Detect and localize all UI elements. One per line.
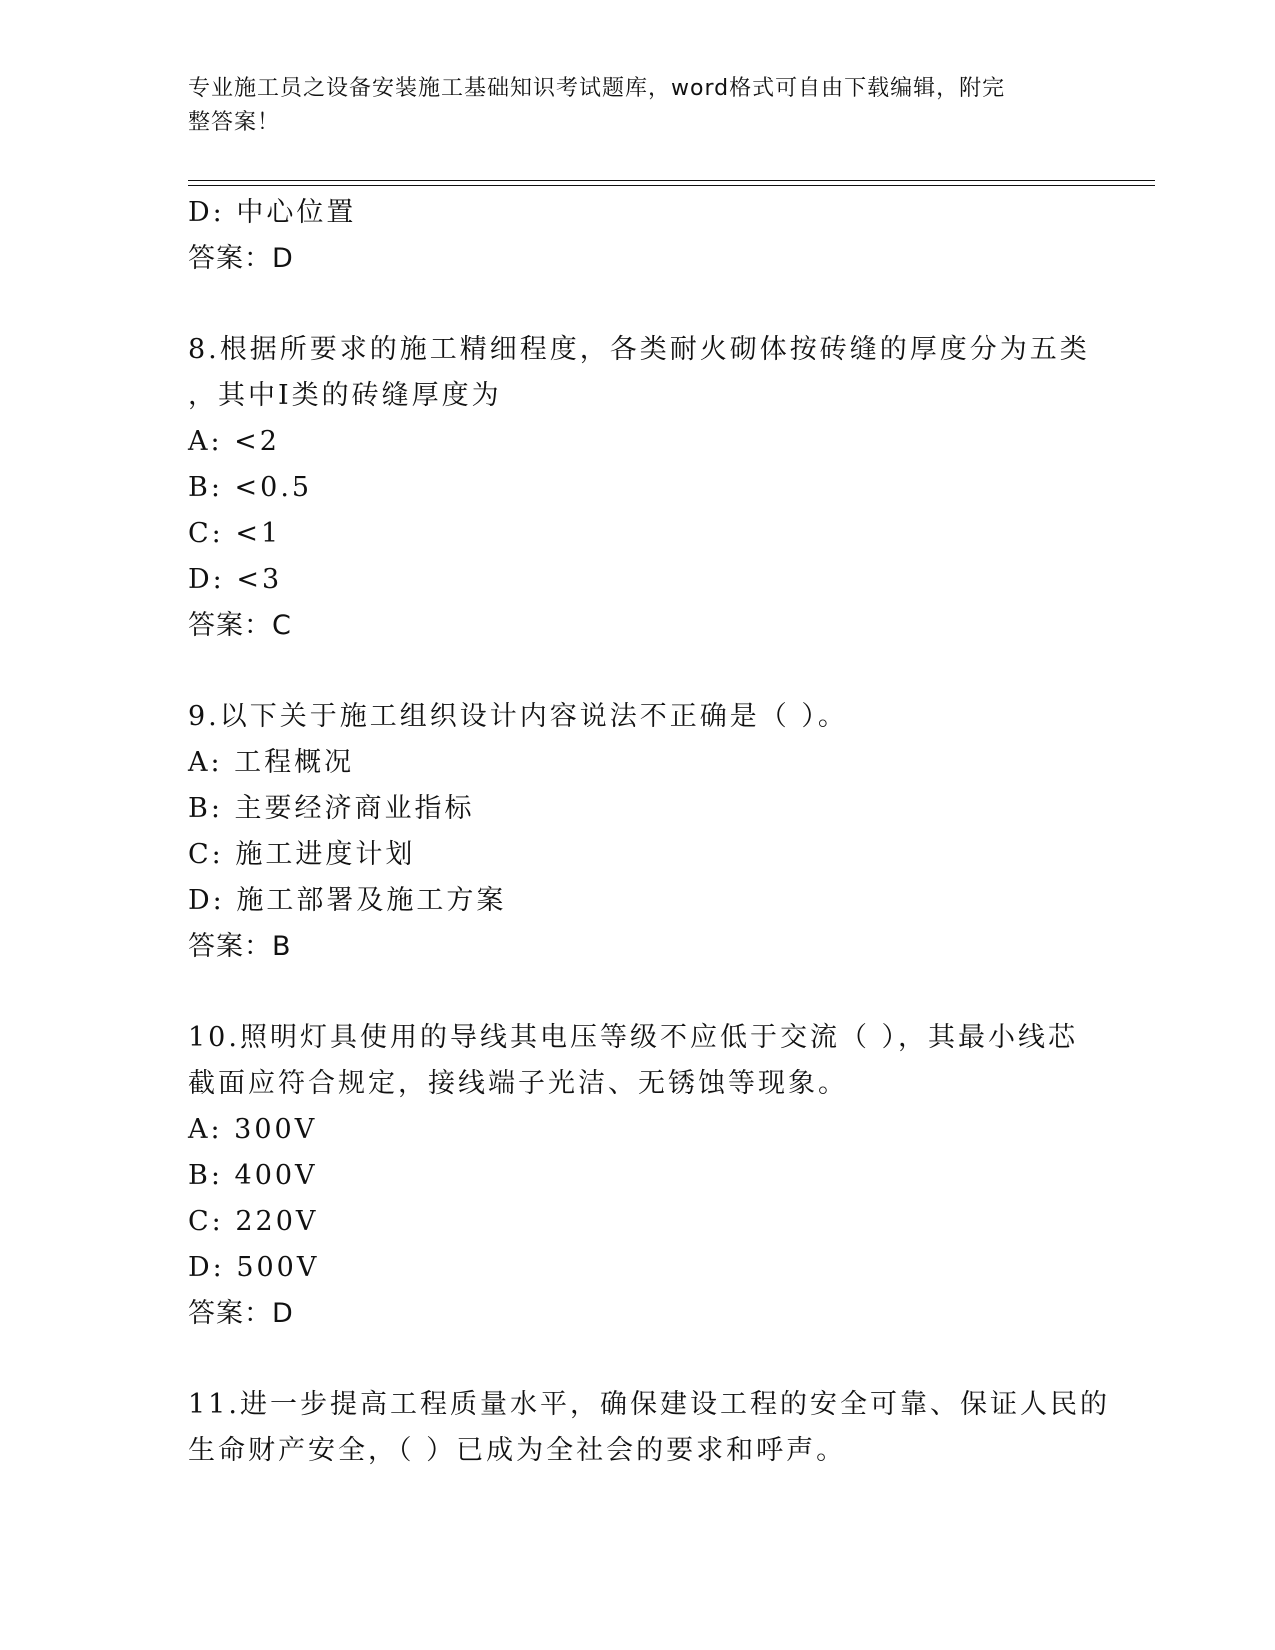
option-c: C: 220V (188, 1206, 319, 1237)
spacer (188, 649, 1088, 694)
question-list (188, 190, 1110, 1474)
header-rule-bottom (188, 185, 1155, 186)
option-c: C: 施工进度计划 (188, 839, 416, 870)
option-b: B: 主要经济商业指标 (188, 793, 475, 824)
answer: 答案：D (188, 243, 294, 274)
question-stem-line-2: 截面应符合规定，接线端子光洁、无锈蚀等现象。 (188, 1068, 848, 1099)
question-stem-line-1: 11.进一步提高工程质量水平，确保建设工程的安全可靠、保证人民的 (188, 1389, 1110, 1420)
question-stem-line-1: 8.根据所要求的施工精细程度，各类耐火砌体按砖缝的厚度分为五类 (188, 334, 1090, 365)
header-line-2: 整答案！ (188, 110, 281, 135)
spacer (188, 1337, 1088, 1382)
option-d: D: 500V (188, 1252, 320, 1283)
option-a: A: <2 (188, 426, 280, 457)
header-line-1: 专业施工员之设备安装施工基础知识考试题库，word格式可自由下载编辑，附完 (188, 76, 1006, 101)
question-stem-line-2: 生命财产安全，（ ）已成为全社会的要求和呼声。 (188, 1435, 847, 1466)
question-stem-line-2: ，其中Ⅰ类的砖缝厚度为 (188, 380, 502, 411)
question-9 (188, 694, 1088, 970)
option-d: D: 中心位置 (188, 197, 357, 228)
document-header (188, 72, 1068, 140)
previous-question-tail (188, 190, 1088, 282)
option-b: B: 400V (188, 1160, 318, 1191)
question-11 (188, 1382, 1110, 1474)
answer: 答案：B (188, 931, 292, 962)
header-rule-top (188, 180, 1155, 181)
question-10 (188, 1015, 1088, 1337)
answer: 答案：C (188, 610, 292, 641)
option-a: A: 工程概况 (188, 747, 355, 778)
question-stem-line-1: 9.以下关于施工组织设计内容说法不正确是（ ）。 (188, 701, 848, 732)
option-a: A: 300V (188, 1114, 318, 1145)
question-8 (188, 327, 1088, 649)
option-d: D: 施工部署及施工方案 (188, 885, 507, 916)
option-b: B: <0.5 (188, 472, 313, 503)
spacer (188, 970, 1088, 1015)
question-stem-line-1: 10.照明灯具使用的导线其电压等级不应低于交流（ ），其最小线芯 (188, 1022, 1079, 1053)
answer: 答案：D (188, 1298, 294, 1329)
option-d: D: <3 (188, 564, 283, 595)
spacer (188, 282, 1088, 327)
option-c: C: <1 (188, 518, 282, 549)
